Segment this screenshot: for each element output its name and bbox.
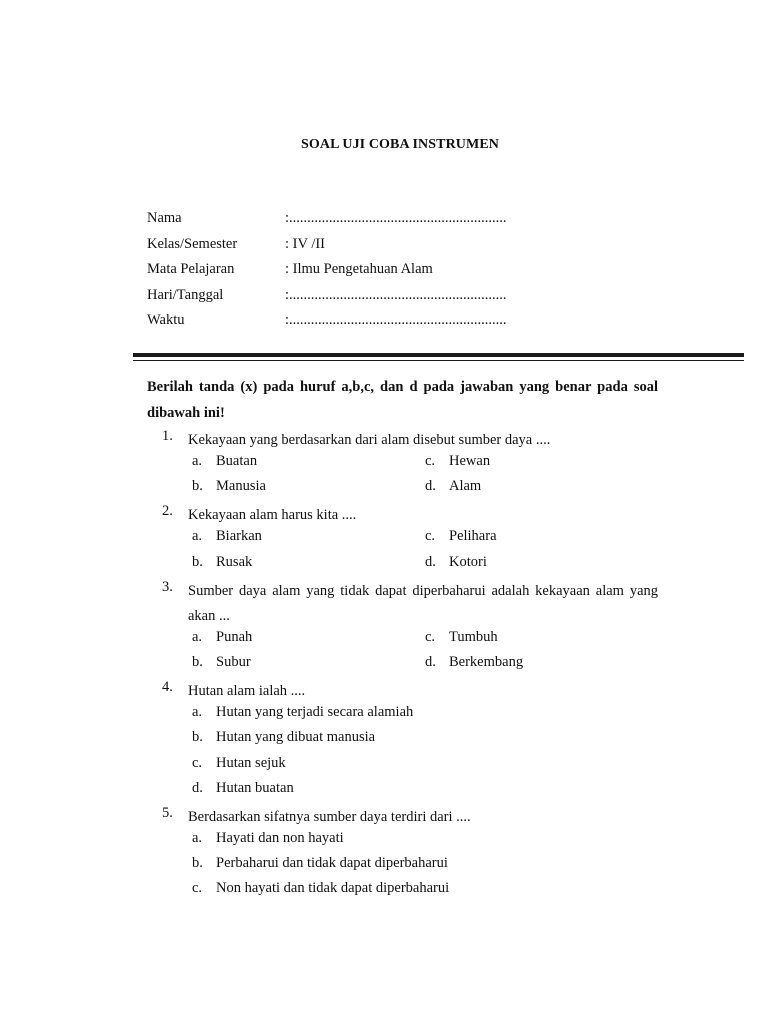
- option-letter: b.: [192, 729, 203, 746]
- info-value: :............................................................: [285, 286, 507, 303]
- option-text: Buatan: [216, 453, 258, 469]
- info-row-mapel: [147, 261, 507, 287]
- option-b: [192, 554, 425, 571]
- info-label: Nama: [147, 210, 182, 226]
- option-text: Biarkan: [216, 528, 262, 545]
- info-label: Mata Pelajaran: [147, 261, 235, 277]
- info-row-waktu: [147, 312, 507, 338]
- option-letter: d.: [192, 779, 203, 796]
- option-b: [192, 855, 658, 880]
- option-letter: c.: [425, 453, 436, 469]
- option-row: [192, 453, 658, 478]
- option-a: [192, 629, 425, 646]
- option-text: Hutan yang terjadi secara alamiah: [216, 704, 414, 721]
- option-text: Alam: [449, 478, 482, 495]
- info-row-kelas: [147, 236, 507, 262]
- option-letter: a.: [192, 528, 203, 545]
- question-number: 4.: [162, 679, 173, 696]
- option-d: [425, 654, 658, 671]
- info-value: : IV /II: [285, 235, 326, 252]
- info-value: :............................................................: [285, 210, 507, 226]
- option-letter: c.: [192, 880, 203, 897]
- info-label: Waktu: [147, 312, 185, 328]
- page-title: SOAL UJI COBA INSTRUMEN: [301, 137, 499, 152]
- question-1: [162, 428, 658, 503]
- question-number: 3.: [162, 578, 173, 595]
- option-row: [192, 554, 658, 579]
- option-row: [192, 629, 658, 654]
- option-c: [425, 453, 658, 470]
- option-text: Hewan: [449, 453, 491, 469]
- option-letter: b.: [192, 553, 203, 570]
- option-list: [192, 629, 658, 679]
- option-b: [192, 729, 658, 754]
- question-3: [162, 579, 658, 679]
- option-row: [192, 654, 658, 679]
- option-c: [192, 755, 658, 780]
- option-letter: c.: [425, 528, 436, 545]
- header-divider-thin: [133, 360, 744, 361]
- option-c: [192, 880, 658, 905]
- question-text: Berdasarkan sifatnya sumber daya terdiri dari ....: [188, 808, 471, 825]
- question-number: 5.: [162, 804, 173, 821]
- info-label: Hari/Tanggal: [147, 286, 224, 303]
- info-value: : Ilmu Pengetahuan Alam: [285, 261, 433, 277]
- option-text: Subur: [216, 653, 251, 670]
- question-text: Kekayaan alam harus kita ....: [188, 507, 357, 524]
- option-text: Perbaharui dan tidak dapat diperbaharui: [216, 855, 448, 872]
- option-letter: b.: [192, 855, 203, 872]
- option-text: Manusia: [216, 478, 266, 495]
- option-list: [192, 528, 658, 578]
- option-letter: a.: [192, 704, 203, 721]
- option-letter: d.: [425, 478, 436, 495]
- option-text: Hutan sejuk: [216, 754, 286, 771]
- option-c: [425, 528, 658, 545]
- option-a: [192, 453, 425, 470]
- option-d: [192, 780, 658, 805]
- option-b: [192, 478, 425, 495]
- info-row-nama: [147, 210, 507, 236]
- question-list: [162, 428, 658, 905]
- option-letter: d.: [425, 653, 436, 670]
- option-text: Non hayati dan tidak dapat diperbaharui: [216, 880, 450, 897]
- option-b: [192, 654, 425, 671]
- option-text: Punah: [216, 628, 253, 645]
- option-a: [192, 830, 658, 855]
- student-info-block: [147, 210, 507, 338]
- option-letter: d.: [425, 553, 436, 570]
- question-number: 2.: [162, 503, 173, 520]
- option-d: [425, 478, 658, 495]
- option-row: [192, 478, 658, 503]
- option-text: Hutan buatan: [216, 779, 294, 796]
- option-d: [425, 554, 658, 571]
- option-letter: c.: [192, 754, 203, 771]
- option-c: [425, 629, 658, 646]
- option-text: Tumbuh: [449, 628, 498, 645]
- question-text: Kekayaan yang berdasarkan dari alam disebut sumber daya ....: [188, 432, 551, 448]
- option-text: Berkembang: [449, 653, 524, 670]
- option-letter: b.: [192, 653, 203, 670]
- info-row-tanggal: [147, 287, 507, 313]
- question-2: [162, 503, 658, 578]
- option-list: [192, 704, 658, 805]
- question-text: Hutan alam ialah ....: [188, 683, 306, 700]
- option-text: Kotori: [449, 553, 487, 570]
- question-5: [162, 805, 658, 906]
- option-letter: a.: [192, 829, 203, 846]
- info-label: Kelas/Semester: [147, 235, 238, 252]
- option-a: [192, 528, 425, 545]
- option-text: Pelihara: [449, 528, 497, 545]
- instructions-text: Berilah tanda (x) pada huruf a,b,c, dan d pada jawaban yang benar pada soal dibawah ini!: [147, 379, 658, 421]
- option-letter: a.: [192, 628, 203, 645]
- option-list: [192, 830, 658, 906]
- option-text: Hutan yang dibuat manusia: [216, 729, 376, 746]
- info-value: :............................................................: [285, 312, 507, 328]
- header-divider-thick: [133, 353, 744, 357]
- option-text: Rusak: [216, 553, 253, 570]
- option-row: [192, 528, 658, 553]
- question-number: 1.: [162, 428, 173, 444]
- option-text: Hayati dan non hayati: [216, 829, 344, 846]
- option-list: [192, 453, 658, 503]
- option-letter: b.: [192, 478, 203, 495]
- question-4: [162, 679, 658, 805]
- question-text: Sumber daya alam yang tidak dapat diperbaharui adalah kekayaan alam yang akan ...: [188, 582, 658, 624]
- option-letter: a.: [192, 453, 203, 469]
- option-letter: c.: [425, 628, 436, 645]
- option-a: [192, 704, 658, 729]
